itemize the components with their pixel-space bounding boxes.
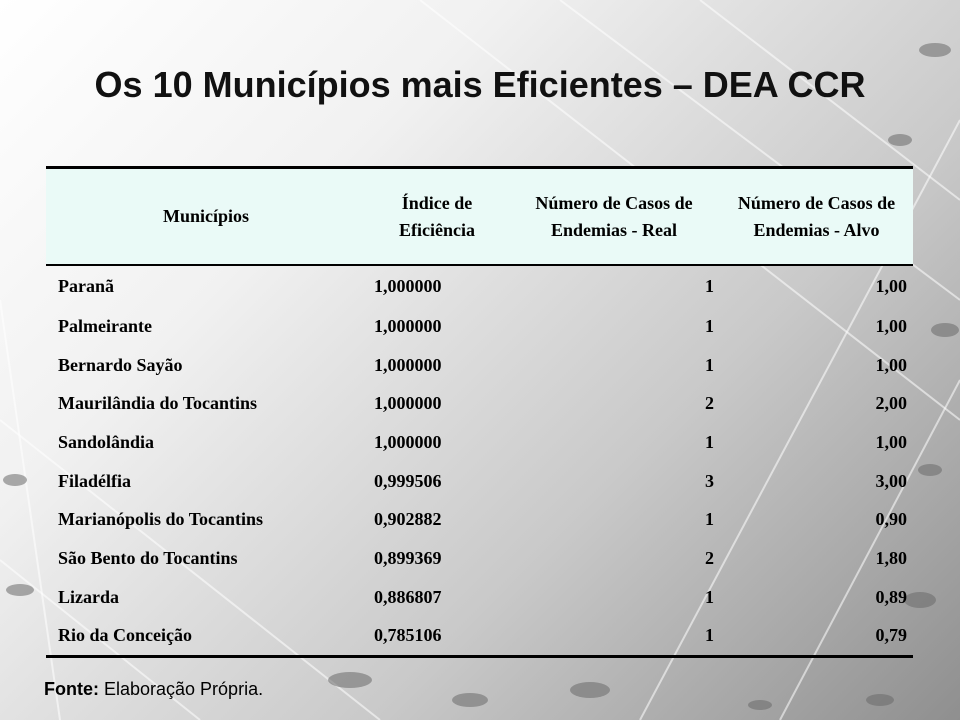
cell-municipio: Bernardo Sayão (58, 354, 183, 375)
cell-municipio: Paranã (58, 276, 114, 296)
cell-municipio: Palmeirante (58, 315, 152, 336)
cell-indice: 0,999506 (374, 470, 442, 491)
source-text: Elaboração Própria. (98, 679, 264, 699)
table-row (46, 539, 913, 578)
cell-indice: 0,785106 (374, 625, 442, 646)
cell-alvo: 0,79 (875, 625, 907, 646)
cell-real: 3 (705, 470, 714, 491)
cell-municipio: Sandolândia (58, 431, 155, 452)
header-indice-eficiencia: Índice de Eficiência (399, 192, 475, 240)
table-row (46, 617, 913, 656)
header-casos-alvo: Número de Casos de Endemias - Alvo (737, 192, 896, 240)
table-row (46, 578, 913, 617)
source-note (44, 679, 263, 700)
cell-real: 2 (705, 393, 714, 414)
cell-indice: 1,000000 (374, 354, 442, 375)
cell-alvo: 1,80 (875, 547, 907, 568)
table-row (46, 307, 913, 346)
cell-indice: 1,000000 (374, 393, 442, 414)
slide-title: Os 10 Municípios mais Eficientes – DEA CCR (94, 64, 866, 105)
cell-indice: 1,000000 (374, 276, 442, 296)
cell-indice: 1,000000 (374, 431, 442, 452)
cell-indice: 1,000000 (374, 315, 442, 336)
cell-real: 2 (705, 547, 714, 568)
cell-alvo: 1,00 (875, 315, 907, 336)
cell-real: 1 (705, 276, 714, 296)
table-row (46, 500, 913, 539)
table-row (46, 346, 913, 385)
efficiency-table (46, 166, 913, 658)
source-label: Fonte: (44, 679, 99, 699)
table-row (46, 265, 913, 307)
cell-alvo: 1,00 (875, 276, 907, 296)
cell-municipio: Marianópolis do Tocantins (58, 509, 264, 530)
table-row (46, 462, 913, 501)
cell-indice: 0,902882 (374, 509, 442, 530)
table-row (46, 423, 913, 462)
cell-real: 1 (705, 354, 714, 375)
cell-indice: 0,886807 (374, 586, 442, 607)
cell-municipio: Lizarda (58, 586, 119, 607)
cell-municipio: Maurilândia do Tocantins (58, 393, 258, 414)
cell-real: 1 (705, 625, 714, 646)
header-municipios: Municípios (162, 206, 250, 226)
cell-alvo: 2,00 (875, 393, 907, 414)
header-casos-real: Número de Casos de Endemias - Real (535, 192, 693, 240)
cell-real: 1 (705, 315, 714, 336)
cell-alvo: 0,90 (875, 509, 907, 530)
cell-real: 1 (705, 431, 714, 452)
cell-alvo: 1,00 (875, 431, 907, 452)
cell-real: 1 (705, 586, 714, 607)
cell-alvo: 0,89 (875, 586, 907, 607)
cell-municipio: Rio da Conceição (58, 625, 192, 646)
table-row (46, 384, 913, 423)
cell-real: 1 (705, 509, 714, 530)
table-header-row (46, 169, 913, 265)
cell-alvo: 1,00 (875, 354, 907, 375)
cell-alvo: 3,00 (875, 470, 907, 491)
cell-municipio: São Bento do Tocantins (58, 547, 238, 568)
cell-municipio: Filadélfia (58, 470, 131, 491)
cell-indice: 0,899369 (374, 547, 442, 568)
